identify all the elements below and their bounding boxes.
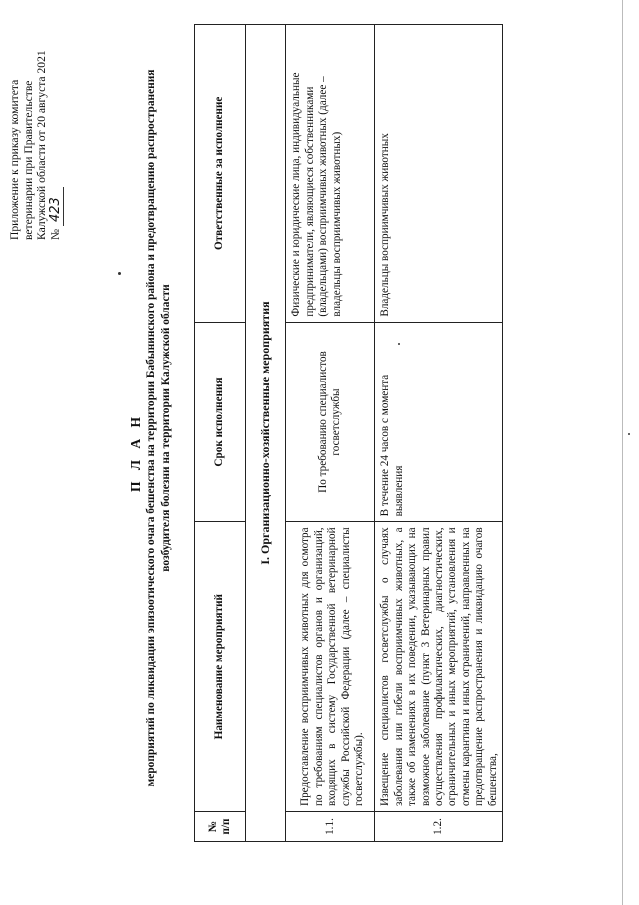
row-measure: Предоставление восприимчивых животных для осмотра по требованиям специалистов органов и организаций, входящих в систему Государственной ветеринарной службы Российской Федерации (далее – специалисты госветслужбы). bbox=[286, 522, 375, 812]
section-title: I. Организационно-хозяйственные мероприятия bbox=[246, 25, 286, 842]
table-row bbox=[286, 25, 375, 842]
row-measure: Извещение специалистов госветслужбы о случаях заболевания или гибели восприимчивых животных, а также об изменениях в их поведении, указывающих на возможное заболевание (пункт 3 Ветеринарных правил осуществления профилактических, диагностических, ограничительных и иных мероприятий, установления и отмены карантина и иных ограничений, направленных на предотвращение распространения и ликвидацию очагов бешенства, bbox=[375, 522, 503, 812]
plan-subtitle: мероприятий по ликвидации эпизоотического очага бешенства на территории Бабынинского района и предотвращению распространения возбудителя болезни на территории Калужской области bbox=[145, 69, 172, 787]
header-term: Срок исполнения bbox=[195, 322, 246, 522]
order-number-label: № bbox=[48, 228, 62, 240]
plan-title: П Л А Н bbox=[128, 413, 143, 492]
table-row bbox=[375, 25, 503, 842]
plan-table bbox=[194, 24, 503, 842]
section-row bbox=[246, 25, 286, 842]
scan-speck bbox=[118, 272, 121, 275]
table-header-row bbox=[195, 25, 246, 842]
row-responsible: Владельцы восприимчивых животных bbox=[375, 25, 503, 323]
approval-line-3: Калужской области от 20 августа 2021 bbox=[35, 50, 49, 240]
approval-line-2: ветеринарии при Правительстве bbox=[21, 80, 35, 240]
approval-line-1: Приложение к приказу комитета bbox=[8, 79, 21, 240]
row-term: По требованию специалистов госветслужбы bbox=[286, 322, 375, 522]
header-responsible: Ответственные за исполнение bbox=[195, 25, 246, 323]
row-number: 1.1. bbox=[286, 812, 375, 842]
header-name: Наименование мероприятий bbox=[195, 522, 246, 812]
scan-edge-line bbox=[622, 0, 623, 905]
approval-line-4 bbox=[49, 28, 63, 240]
row-term: В течение 24 часов с момента выявления bbox=[375, 322, 503, 522]
header-num: № п/п bbox=[195, 812, 246, 842]
approval-block bbox=[8, 28, 62, 240]
order-number-handwritten: 423 bbox=[48, 187, 64, 226]
scan-speck bbox=[398, 343, 400, 345]
row-number: 1.2. bbox=[375, 812, 503, 842]
scan-speck bbox=[628, 433, 630, 435]
row-responsible: Физические и юридические лица, индивидуальные предприниматели, являющиеся собственниками (владельцами) восприимчивых животных (далее – владельцы восприимчивых животных) bbox=[286, 25, 375, 323]
